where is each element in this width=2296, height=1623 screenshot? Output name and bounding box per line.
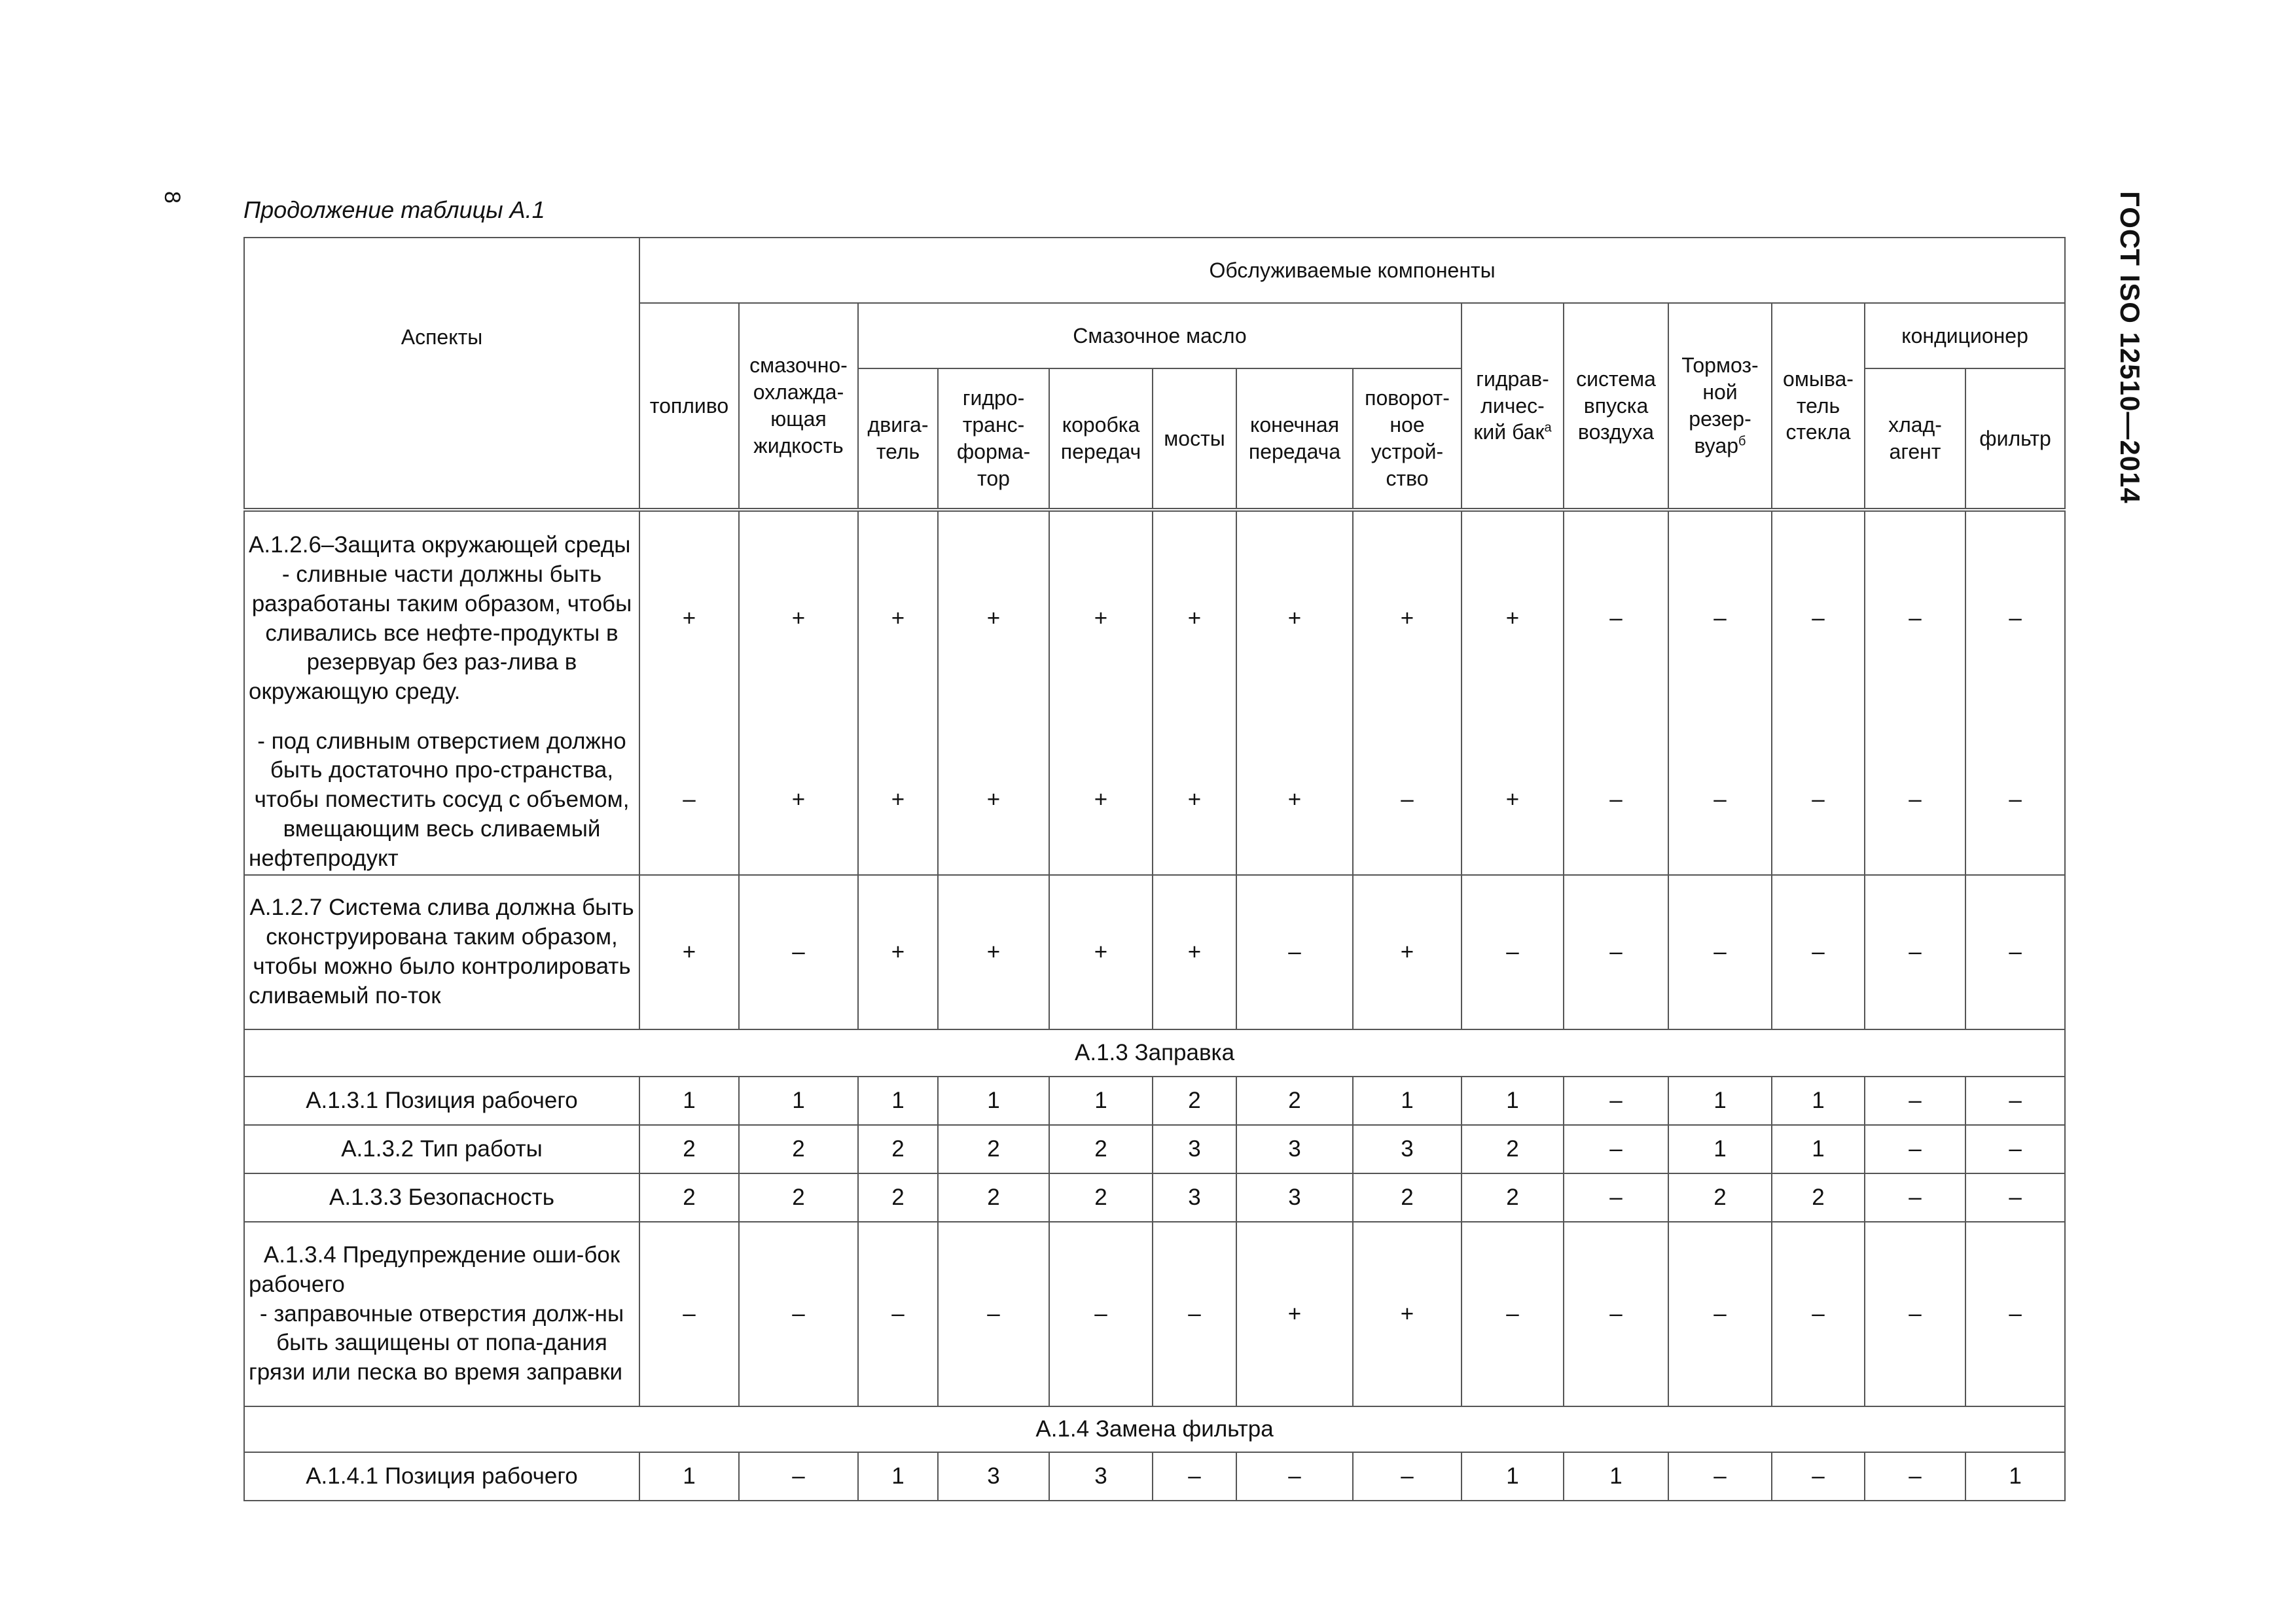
value-cell: 3 [1153, 1173, 1236, 1222]
header-axles: мосты [1153, 368, 1236, 510]
value-cell: + [1353, 1222, 1462, 1406]
value-cell: + [858, 510, 938, 726]
aspect-label: А.1.3.3 Безопасность [244, 1173, 639, 1222]
value-cell: – [1865, 875, 1965, 1029]
value-cell: – [1772, 510, 1865, 726]
header-ac: кондиционер [1865, 303, 2065, 368]
header-lube-oil: Смазочное масло [858, 303, 1462, 368]
header-serviced-components: Обслуживаемые компоненты [639, 238, 2065, 303]
value-cell: + [858, 875, 938, 1029]
value-cell: + [938, 875, 1049, 1029]
value-cell: 2 [1049, 1173, 1153, 1222]
value-cell: 1 [639, 1452, 739, 1501]
section-heading: А.1.4 Замена фильтра [244, 1406, 2065, 1452]
value-cell: + [639, 510, 739, 726]
value-cell: + [1236, 510, 1353, 726]
value-cell: 1 [1462, 1077, 1564, 1125]
value-cell: – [1564, 1173, 1668, 1222]
value-cell: – [1668, 1222, 1772, 1406]
table-row [244, 1222, 2065, 1406]
value-cell: – [1353, 726, 1462, 875]
header-fuel: топливо [639, 303, 739, 510]
value-cell: 2 [938, 1125, 1049, 1173]
value-cell: + [938, 510, 1049, 726]
aspect-text: - сливные части должны быть разработаны таким образом, чтобы сливались все нефте-продукты в резервуар без раз-лива в окружающую среду. [249, 561, 632, 705]
value-cell: – [739, 875, 858, 1029]
value-cell: 2 [1236, 1077, 1353, 1125]
value-cell: + [1236, 1222, 1353, 1406]
header-aspects: Аспекты [244, 238, 639, 510]
value-cell: 1 [1668, 1077, 1772, 1125]
value-cell: 3 [1236, 1173, 1353, 1222]
value-cell: – [1153, 1222, 1236, 1406]
table-row [244, 1173, 2065, 1222]
value-cell: – [1772, 1452, 1865, 1501]
value-cell: – [1965, 1173, 2065, 1222]
value-cell: – [1772, 1222, 1865, 1406]
header-filter: фильтр [1965, 368, 2065, 510]
header-coolant: смазочно-охлажда-ющая жидкость [739, 303, 858, 510]
value-cell: 3 [938, 1452, 1049, 1501]
value-cell: 2 [1353, 1173, 1462, 1222]
value-cell: + [938, 726, 1049, 875]
value-cell: 2 [858, 1125, 938, 1173]
table-row [244, 510, 2065, 726]
page-number: 8 [160, 191, 185, 204]
value-cell: + [1462, 510, 1564, 726]
value-cell: + [1353, 510, 1462, 726]
value-cell: – [1236, 875, 1353, 1029]
value-cell: 3 [1153, 1125, 1236, 1173]
value-cell: – [1865, 1173, 1965, 1222]
aspect-label: А.1.4.1 Позиция рабочего [244, 1452, 639, 1501]
aspect-text: - заправочные отверстия долж-ны быть защищены от попа-дания грязи или песка во время заправки [249, 1300, 624, 1385]
value-cell: – [1865, 1077, 1965, 1125]
value-cell: – [1564, 510, 1668, 726]
value-cell: – [1772, 875, 1865, 1029]
value-cell: – [858, 1222, 938, 1406]
value-cell: – [1236, 1452, 1353, 1501]
value-cell: 1 [1564, 1452, 1668, 1501]
value-cell: 2 [1772, 1173, 1865, 1222]
value-cell: 3 [1236, 1125, 1353, 1173]
value-cell: 2 [739, 1173, 858, 1222]
value-cell: 1 [639, 1077, 739, 1125]
aspect-title: А.1.3.4 Предупреждение оши-бок рабочего [249, 1242, 620, 1297]
value-cell: – [1153, 1452, 1236, 1501]
value-cell: – [1865, 510, 1965, 726]
table-row [244, 1406, 2065, 1452]
value-cell: 1 [1772, 1125, 1865, 1173]
value-cell: – [739, 1452, 858, 1501]
value-cell: – [1772, 726, 1865, 875]
value-cell: 2 [1668, 1173, 1772, 1222]
value-cell: + [1153, 510, 1236, 726]
table-caption: Продолжение таблицы А.1 [243, 196, 545, 223]
value-cell: – [938, 1222, 1049, 1406]
table-body [244, 510, 2065, 1501]
value-cell: – [639, 726, 739, 875]
value-cell: – [1462, 875, 1564, 1029]
value-cell: 1 [858, 1452, 938, 1501]
value-cell: – [1564, 726, 1668, 875]
table-row [244, 1125, 2065, 1173]
value-cell: 1 [938, 1077, 1049, 1125]
value-cell: – [1865, 1125, 1965, 1173]
header-gearbox: коробка передач [1049, 368, 1153, 510]
value-cell: – [1668, 510, 1772, 726]
table-row [244, 726, 2065, 875]
table-row [244, 1077, 2065, 1125]
value-cell: – [1462, 1222, 1564, 1406]
value-cell: 1 [739, 1077, 858, 1125]
value-cell: – [1564, 1077, 1668, 1125]
value-cell: + [1049, 510, 1153, 726]
value-cell: 2 [1462, 1173, 1564, 1222]
value-cell: 2 [938, 1173, 1049, 1222]
value-cell: 2 [1462, 1125, 1564, 1173]
value-cell: – [1965, 1125, 2065, 1173]
value-cell: – [1965, 726, 2065, 875]
value-cell: 2 [1153, 1077, 1236, 1125]
value-cell: + [1153, 875, 1236, 1029]
header-final-drive: конечная передача [1236, 368, 1353, 510]
value-cell: + [1049, 875, 1153, 1029]
table-header [244, 238, 2065, 510]
value-cell: 2 [1049, 1125, 1153, 1173]
table-row [244, 1452, 2065, 1501]
aspect-cell [244, 1222, 639, 1406]
header-washer: омыва-тель стекла [1772, 303, 1865, 510]
value-cell: – [1564, 1222, 1668, 1406]
value-cell: 1 [1772, 1077, 1865, 1125]
aspect-label: А.1.3.1 Позиция рабочего [244, 1077, 639, 1125]
header-air-intake: система впуска воздуха [1564, 303, 1668, 510]
value-cell: + [1153, 726, 1236, 875]
value-cell: + [858, 726, 938, 875]
value-cell: 2 [639, 1173, 739, 1222]
value-cell: 3 [1353, 1125, 1462, 1173]
value-cell: 1 [1668, 1125, 1772, 1173]
value-cell: + [1353, 875, 1462, 1029]
header-refrigerant: хлад-агент [1865, 368, 1965, 510]
value-cell: + [639, 875, 739, 1029]
value-cell: + [739, 510, 858, 726]
value-cell: – [1668, 875, 1772, 1029]
value-cell: – [1865, 726, 1965, 875]
header-engine: двига-тель [858, 368, 938, 510]
value-cell: – [1564, 875, 1668, 1029]
value-cell: – [1965, 875, 2065, 1029]
header-steering: поворот-ное устрой-ство [1353, 368, 1462, 510]
header-brake-reservoir: Тормоз-ной резер-вуар$^б$ [1668, 303, 1772, 510]
value-cell: 1 [858, 1077, 938, 1125]
aspect-label: А.1.3.2 Тип работы [244, 1125, 639, 1173]
aspect-title: А.1.2.6–Защита окружающей среды [249, 532, 631, 558]
document-code: ГОСТ ISO 12510—2014 [2115, 191, 2145, 504]
table-row [244, 875, 2065, 1029]
value-cell: – [1564, 1125, 1668, 1173]
value-cell: – [1865, 1222, 1965, 1406]
value-cell: – [1353, 1452, 1462, 1501]
value-cell: – [1668, 1452, 1772, 1501]
value-cell: 2 [858, 1173, 938, 1222]
value-cell: + [1462, 726, 1564, 875]
value-cell: – [1965, 1222, 2065, 1406]
components-table [243, 237, 2066, 1501]
aspect-text: - под сливным отверстием должно быть достаточно про-странства, чтобы поместить сосуд с объемом, вмещающим весь сливаемый нефтепродукт [244, 726, 639, 875]
value-cell: 1 [1353, 1077, 1462, 1125]
section-heading: А.1.3 Заправка [244, 1029, 2065, 1077]
header-hydraulic-tank: гидрав-личес-кий бак$^а$ [1462, 303, 1564, 510]
header-torque-converter: гидро-транс-форма-тор [938, 368, 1049, 510]
value-cell: – [1049, 1222, 1153, 1406]
table-row [244, 1029, 2065, 1077]
aspect-cell [244, 510, 639, 726]
value-cell: – [1865, 1452, 1965, 1501]
value-cell: 1 [1965, 1452, 2065, 1501]
value-cell: 3 [1049, 1452, 1153, 1501]
value-cell: 2 [639, 1125, 739, 1173]
value-cell: – [639, 1222, 739, 1406]
value-cell: 1 [1049, 1077, 1153, 1125]
value-cell: – [1668, 726, 1772, 875]
value-cell: + [739, 726, 858, 875]
value-cell: 1 [1462, 1452, 1564, 1501]
value-cell: + [1049, 726, 1153, 875]
value-cell: – [1965, 510, 2065, 726]
aspect-text: А.1.2.7 Система слива должна быть сконструирована таким образом, чтобы можно было контролировать сливаемый по-ток [244, 875, 639, 1029]
value-cell: 2 [739, 1125, 858, 1173]
value-cell: – [1965, 1077, 2065, 1125]
value-cell: – [739, 1222, 858, 1406]
value-cell: + [1236, 726, 1353, 875]
